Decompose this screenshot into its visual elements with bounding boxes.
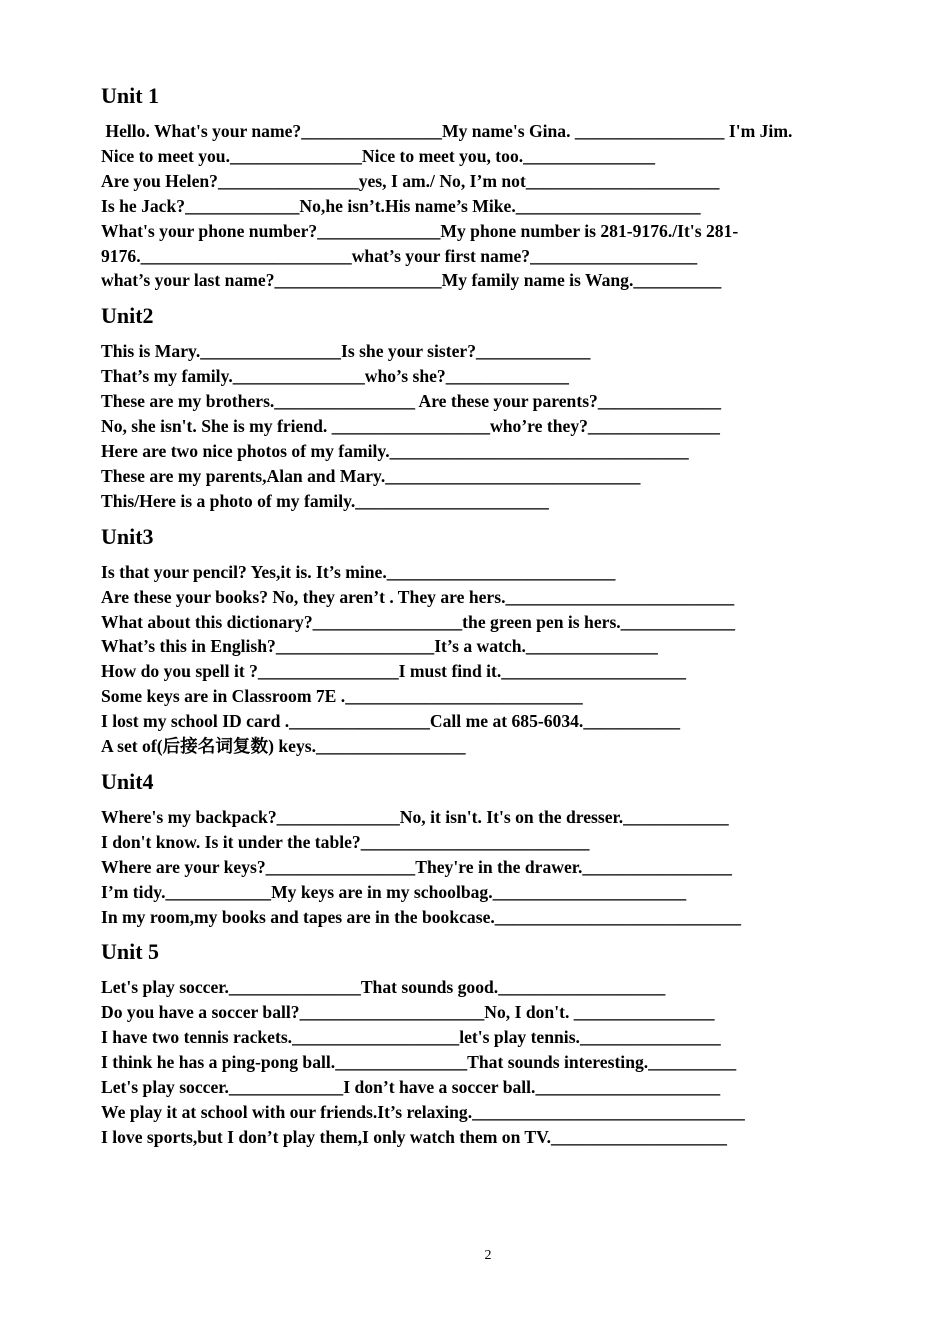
unit-5-line: I love sports,but I don’t play them,I only watch them on TV.____________________ [101, 1126, 727, 1147]
unit-1-line: What's your phone number?______________My phone number is 281-9176./It's 281- [101, 220, 739, 241]
unit-1-line: Is he Jack?_____________No,he isn’t.His name’s Mike._____________________ [101, 195, 701, 216]
unit-4-line: Where's my backpack?______________No, it isn't. It's on the dresser.____________ [101, 806, 729, 827]
unit-2-line: That’s my family._______________who’s she?______________ [101, 366, 569, 387]
unit-1-line: what’s your last name?___________________My family name is Wang.__________ [101, 270, 722, 291]
unit-5-line: Let's play soccer._______________That sounds good.___________________ [101, 977, 666, 998]
unit-3-line: What’s this in English?__________________It’s a watch._______________ [101, 636, 658, 657]
unit-1-heading: Unit 1 [101, 83, 160, 108]
unit-3-line: Some keys are in Classroom 7E .___________________________ [101, 686, 583, 707]
unit-4-line: Where are your keys?_________________They're in the drawer._________________ [101, 856, 732, 877]
unit-3-section [101, 523, 881, 759]
unit-1-line: Are you Helen?________________yes, I am./ No, I’m not______________________ [101, 170, 720, 191]
unit-4-line: I don't know. Is it under the table?__________________________ [101, 831, 590, 852]
unit-2-line: Here are two nice photos of my family.__________________________________ [101, 440, 689, 461]
unit-3-line: Are these your books? No, they aren’t . They are hers.__________________________ [101, 586, 735, 607]
worksheet-content [101, 82, 881, 1159]
unit-5-section [101, 938, 881, 1149]
unit-2-line: This/Here is a photo of my family.______________________ [101, 490, 549, 511]
unit-5-line: We play it at school with our friends.It’s relaxing._______________________________ [101, 1102, 745, 1122]
page-number: 2 [484, 1248, 492, 1263]
unit-1-section [101, 82, 881, 293]
unit-3-line: Is that your pencil? Yes,it is. It’s mine.__________________________ [101, 561, 616, 582]
unit-4-line: In my room,my books and tapes are in the bookcase.____________________________ [101, 906, 742, 927]
unit-5-heading: Unit 5 [101, 939, 160, 965]
unit-3-heading: Unit3 [101, 523, 154, 549]
unit-5-line: I think he has a ping-pong ball._______________That sounds interesting.__________ [101, 1052, 737, 1073]
unit-2-section [101, 302, 881, 513]
unit-5-line: Do you have a soccer ball?_____________________No, I don't. ________________ [101, 1002, 715, 1023]
unit-3-line: I lost my school ID card .________________Call me at 685-6034.___________ [101, 711, 681, 732]
unit-2-line: No, she isn't. She is my friend. __________________who’re they?_______________ [101, 416, 720, 437]
unit-3-line: What about this dictionary?_________________the green pen is hers._____________ [101, 611, 736, 632]
unit-2-line: These are my parents,Alan and Mary._____________________________ [101, 465, 641, 486]
unit-2-line: These are my brothers.________________ Are these your parents?______________ [101, 391, 721, 412]
unit-4-line: I’m tidy.____________My keys are in my schoolbag.______________________ [101, 881, 687, 902]
unit-4-heading: Unit4 [101, 768, 154, 794]
unit-2-line: This is Mary.________________Is she your sister?_____________ [101, 341, 591, 362]
unit-3-line: How do you spell it ?________________I must find it._____________________ [101, 661, 687, 682]
unit-5-line: Let's play soccer._____________I don’t have a soccer ball._____________________ [101, 1077, 721, 1098]
unit-1-line: Hello. What's your name?________________My name's Gina. _________________ I'm Jim. [101, 121, 793, 141]
unit-1-line: 9176.________________________what’s your first name?___________________ [101, 245, 698, 266]
unit-5-line: I have two tennis rackets.___________________let's play tennis.________________ [101, 1027, 721, 1048]
unit-1-line: Nice to meet you._______________Nice to meet you, too._______________ [101, 145, 656, 166]
unit-2-heading: Unit2 [101, 303, 154, 329]
unit-3-line: A set of(后接名词复数) keys._________________ [101, 736, 466, 757]
unit-4-section [101, 768, 881, 930]
